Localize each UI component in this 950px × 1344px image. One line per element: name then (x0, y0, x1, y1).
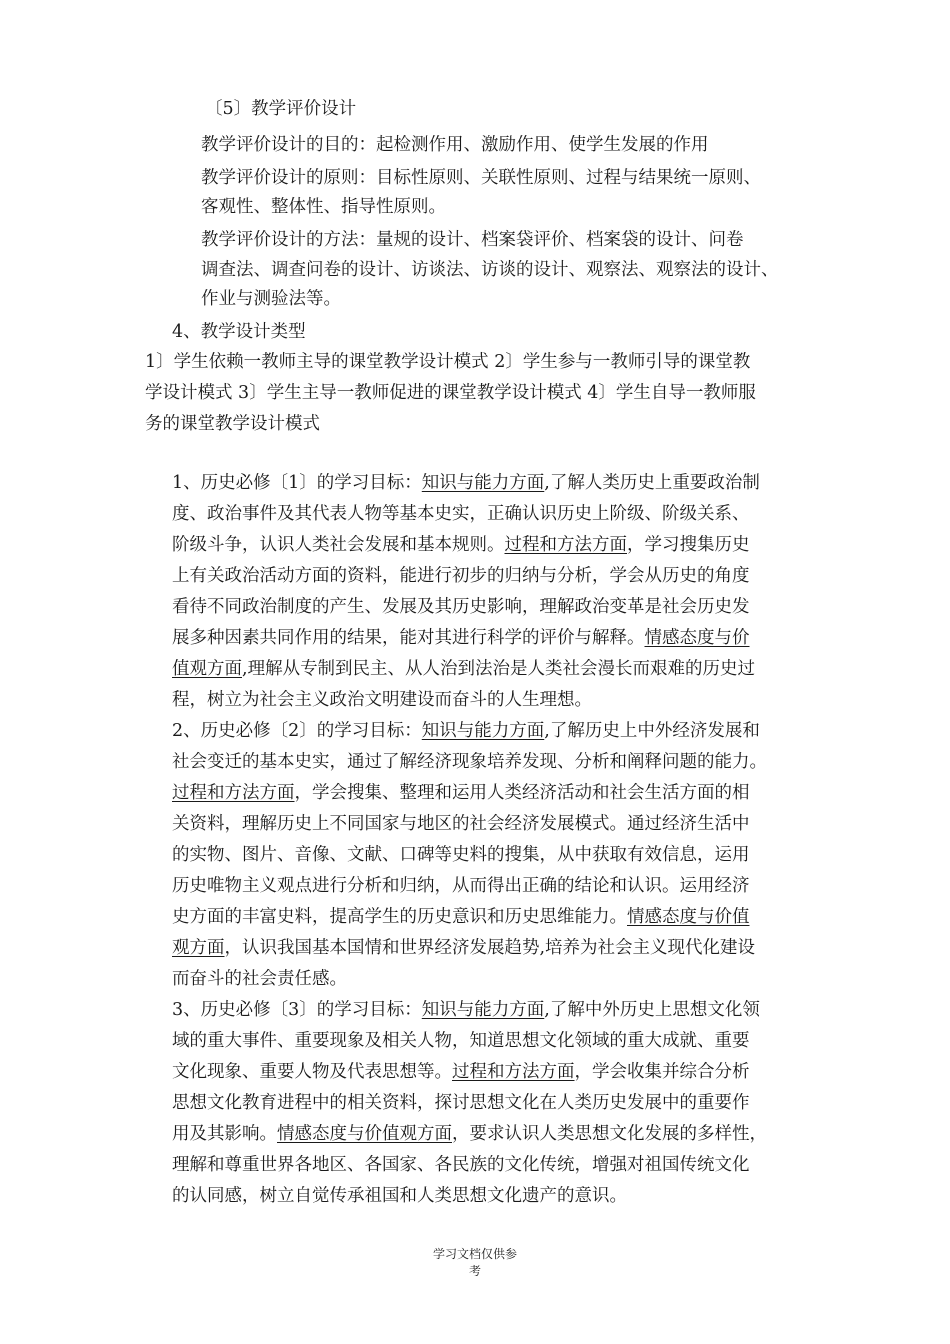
footer-note-line-1: 学习文档仅供参 (432, 1247, 517, 1261)
evaluation-purpose: 教学评价设计的目的：起检测作用、激励作用、使学生发展的作用 (201, 135, 709, 155)
p1-line-3: 阶级斗争，认识人类社会发展和基本规则。过程和方法方面，学习搜集历史 (172, 535, 750, 555)
evaluation-methods-line-2: 调查法、调查问卷的设计、访谈法、访谈的设计、观察法、观察法的设计、 (201, 260, 779, 280)
evaluation-methods-line-3: 作业与测验法等。 (201, 289, 341, 309)
p3-knowledge-ability: 知识与能力方面 (421, 1000, 545, 1020)
p2-line-1: 2、历史必修〔2〕的学习目标：知识与能力方面,了解历史上中外经济发展和 (172, 721, 760, 741)
p2-line-6: 历史唯物主义观点进行分析和归纳，从而得出正确的结论和认识。运用经济 (172, 876, 750, 896)
design-types-line-2: 学设计模式 3〕学生主导一教师促进的课堂教学设计模式 4〕学生自导一教师服 (145, 383, 756, 403)
p1-line-4: 上有关政治活动方面的资料，能进行初步的归纳与分析，学会从历史的角度 (172, 566, 750, 586)
p2-process-method: 过程和方法方面 (172, 783, 295, 803)
evaluation-principles-line-2: 客观性、整体性、指导性原则。 (201, 197, 446, 217)
p3-line-4: 思想文化教育进程中的相关资料，探讨思想文化在人类历史发展中的重要作 (172, 1093, 750, 1113)
p1-line-2: 度、政治事件及其代表人物等基本史实，正确认识历史上阶级、阶级关系、 (172, 504, 750, 524)
p2-line-3: 过程和方法方面，学会搜集、整理和运用人类经济活动和社会生活方面的相 (172, 783, 750, 803)
p3-line-6: 理解和尊重世界各地区、各国家、各民族的文化传统，增强对祖国传统文化 (172, 1155, 750, 1175)
p2-line-4: 关资料，理解历史上不同国家与地区的社会经济发展模式。通过经济生活中 (172, 814, 750, 834)
p1-line-7: 值观方面,理解从专制到民主、从人治到法治是人类社会漫长而艰难的历史过 (172, 659, 756, 679)
footer-note-line-2: 考 (468, 1264, 481, 1278)
p2-line-7: 史方面的丰富史料，提高学生的历史意识和历史思维能力。情感态度与价值 (172, 907, 750, 927)
design-types-line-3: 务的课堂教学设计模式 (145, 414, 320, 434)
p2-line-2: 社会变迁的基本史实，通过了解经济现象培养发现、分析和阐释问题的能力。 (172, 752, 767, 772)
section-5-heading: 〔5〕教学评价设计 (205, 99, 357, 119)
p3-emotion-values: 情感态度与价值观方面 (277, 1124, 452, 1144)
p3-line-3: 文化现象、重要人物及代表思想等。过程和方法方面，学会收集并综合分析 (172, 1062, 750, 1082)
p1-line-5: 看待不同政治制度的产生、发展及其历史影响，理解政治变革是社会历史发 (172, 597, 750, 617)
evaluation-principles-line-1: 教学评价设计的原则：目标性原则、关联性原则、过程与结果统一原则、 (201, 168, 761, 188)
p1-line-6: 展多种因素共同作用的结果，能对其进行科学的评价与解释。情感态度与价 (172, 628, 750, 648)
evaluation-methods-line-1: 教学评价设计的方法：量规的设计、档案袋评价、档案袋的设计、问卷 (201, 230, 744, 250)
design-types-line-1: 1〕学生依赖一教师主导的课堂教学设计模式 2〕学生参与一教师引导的课堂教 (145, 352, 751, 372)
p3-line-7: 的认同感，树立自觉传承祖国和人类思想文化遗产的意识。 (172, 1186, 627, 1206)
section-4-heading: 4、教学设计类型 (172, 322, 306, 342)
p3-line-1: 3、历史必修〔3〕的学习目标：知识与能力方面,了解中外历史上思想文化领 (172, 1000, 760, 1020)
p1-line-1: 1、历史必修〔1〕的学习目标：知识与能力方面,了解人类历史上重要政治制 (172, 473, 760, 493)
p1-emotion-values-part2: 值观方面 (172, 659, 242, 679)
p1-knowledge-ability-link: 知识与能力方面 (421, 473, 545, 493)
p3-line-5: 用及其影响。情感态度与价值观方面，要求认识人类思想文化发展的多样性， (172, 1124, 767, 1144)
p2-knowledge-ability: 知识与能力方面 (421, 721, 545, 741)
p2-emotion-values-part2: 观方面 (172, 938, 225, 958)
p2-line-9: 而奋斗的社会责任感。 (172, 969, 347, 989)
p2-line-8: 观方面，认识我国基本国情和世界经济发展趋势,培养为社会主义现代化建设 (172, 938, 756, 958)
p3-process-method: 过程和方法方面 (452, 1062, 575, 1082)
p3-line-2: 域的重大事件、重要现象及相关人物，知道思想文化领域的重大成就、重要 (172, 1031, 750, 1051)
p1-process-method: 过程和方法方面 (504, 535, 627, 555)
p1-line-8: 程，树立为社会主义政治文明建设而奋斗的人生理想。 (172, 690, 592, 710)
p2-line-5: 的实物、图片、音像、文献、口碑等史料的搜集，从中获取有效信息，运用 (172, 845, 750, 865)
p2-emotion-values-part1: 情感态度与价值 (627, 907, 750, 927)
p1-emotion-values-part1: 情感态度与价 (644, 628, 750, 648)
